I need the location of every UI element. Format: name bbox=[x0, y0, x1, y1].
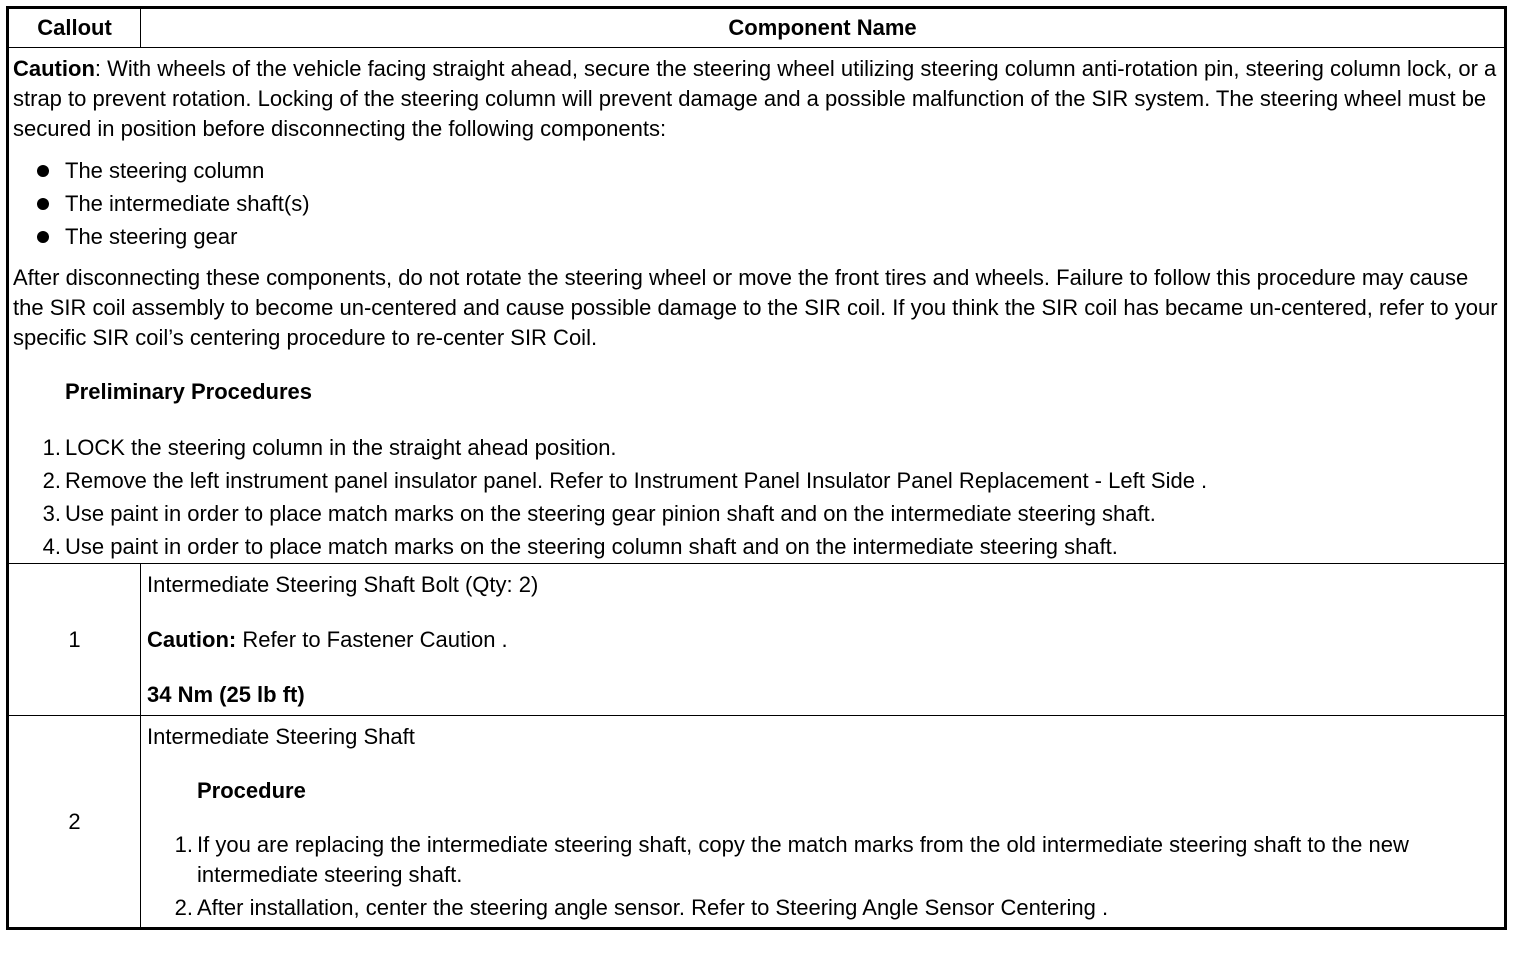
component-name: Intermediate Steering Shaft Bolt (Qty: 2) bbox=[147, 572, 539, 597]
header-component-name: Component Name bbox=[141, 8, 1506, 48]
preliminary-steps bbox=[13, 431, 1499, 563]
caution-text: Refer to Fastener Caution . bbox=[236, 627, 508, 652]
component-description bbox=[141, 716, 1506, 929]
step-text: If you are replacing the intermediate steering shaft, copy the match marks from the old intermediate steering shaft to the new intermediate steering shaft. bbox=[197, 832, 1409, 887]
caution-cell bbox=[8, 48, 1506, 564]
fastener-caution bbox=[147, 625, 1498, 655]
step-text: After installation, center the steering angle sensor. Refer to Steering Angle Sensor Centering . bbox=[197, 895, 1109, 920]
list-item bbox=[13, 431, 1499, 464]
caution-paragraph bbox=[13, 54, 1499, 144]
list-item: The steering column bbox=[13, 154, 1499, 187]
header-row bbox=[8, 8, 1506, 48]
caution-row bbox=[8, 48, 1506, 564]
step-number: 1. bbox=[42, 435, 61, 460]
component-name: Intermediate Steering Shaft bbox=[147, 724, 415, 749]
preliminary-procedures-heading: Preliminary Procedures bbox=[65, 379, 313, 404]
step-text: Use paint in order to place match marks on the steering gear pinion shaft and on the intermediate steering shaft. bbox=[65, 501, 1156, 526]
callout-number: 2 bbox=[8, 716, 141, 929]
table-row bbox=[8, 564, 1506, 716]
step-text: Remove the left instrument panel insulator panel. Refer to Instrument Panel Insulator Panel Replacement - Left Side . bbox=[65, 468, 1208, 493]
step-text: Use paint in order to place match marks on the steering column shaft and on the intermediate steering shaft. bbox=[65, 534, 1118, 559]
list-item bbox=[13, 464, 1499, 497]
list-item bbox=[147, 893, 1498, 923]
callout-number: 1 bbox=[8, 564, 141, 716]
header-callout: Callout bbox=[8, 8, 141, 48]
list-item bbox=[13, 530, 1499, 563]
table-row bbox=[8, 716, 1506, 929]
procedure-steps bbox=[147, 830, 1498, 923]
list-item: The intermediate shaft(s) bbox=[13, 187, 1499, 220]
after-paragraph: After disconnecting these components, do not rotate the steering wheel or move the front tires and wheels. Failure to follow this procedure may cause the SIR coil assembly to become un-centered and cause possible damage to the SIR coil. If you think the SIR coil has became un-centered, refer to your specific SIR coil’s centering procedure to re-center SIR Coil. bbox=[13, 265, 1498, 350]
torque-spec bbox=[147, 680, 1498, 710]
caution-text: : With wheels of the vehicle facing straight ahead, secure the steering wheel utilizing steering column anti-rotation pin, steering column lock, or a strap to prevent rotation. Locking of the steering column will prevent damage and a possible malfunction of the SIR system. The steering wheel must be secured in position before disconnecting the following components: bbox=[13, 56, 1497, 141]
list-item: The steering gear bbox=[13, 220, 1499, 253]
step-text: LOCK the steering column in the straight ahead position. bbox=[65, 435, 617, 460]
step-number: 3. bbox=[42, 501, 61, 526]
torque-value: 34 Nm (25 lb ft) bbox=[147, 682, 305, 707]
step-number: 2. bbox=[42, 468, 61, 493]
list-item bbox=[13, 497, 1499, 530]
caution-label: Caution bbox=[13, 56, 95, 81]
component-table bbox=[6, 6, 1507, 930]
step-number: 4. bbox=[42, 534, 61, 559]
step-number: 1. bbox=[174, 832, 193, 857]
list-item bbox=[147, 830, 1498, 890]
procedure-heading: Procedure bbox=[197, 778, 306, 803]
step-number: 2. bbox=[174, 895, 193, 920]
caution-label: Caution: bbox=[147, 627, 237, 652]
components-list bbox=[13, 154, 1499, 253]
component-description bbox=[141, 564, 1506, 716]
